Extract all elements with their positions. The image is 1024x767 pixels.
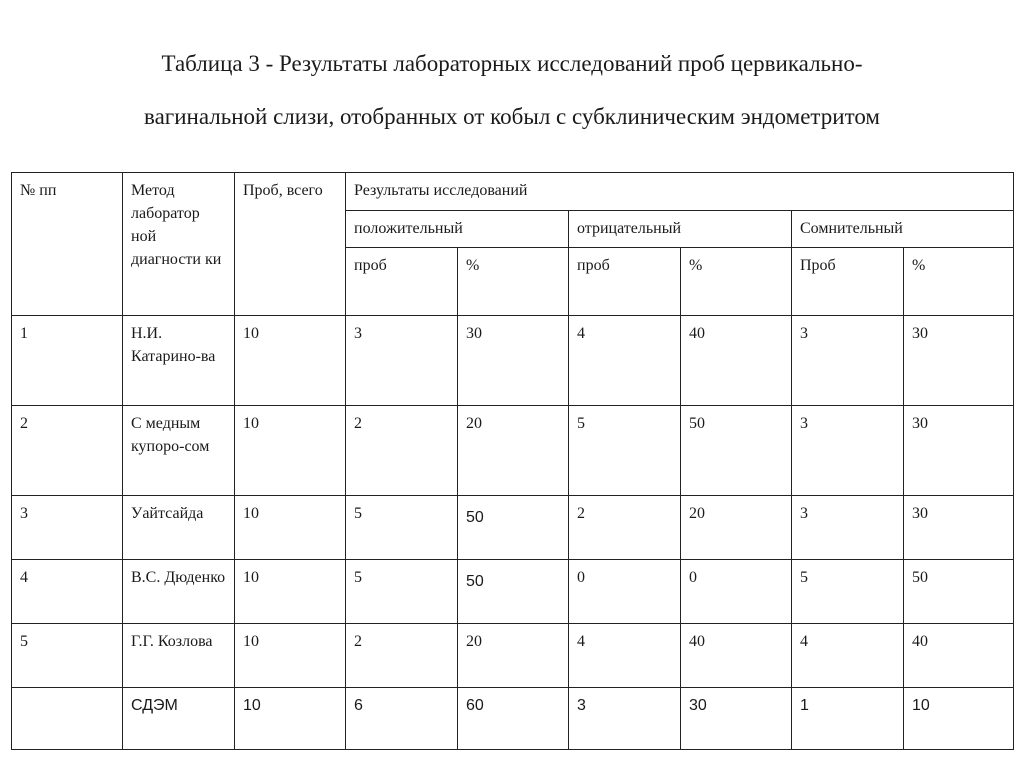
row-method: Уайтсайда [123,496,235,560]
row-total: 10 [235,688,346,750]
row-neg-count: 4 [569,316,681,406]
table-row-total [12,688,1014,750]
row-pos-count: 2 [346,624,458,688]
row-method: С медным купоро-сом [123,406,235,496]
row-neg-count: 2 [569,496,681,560]
header-positive: положительный [346,211,569,248]
row-pos-pct: 60 [458,688,569,750]
header-pos-pct: % [458,248,569,316]
row-num [12,688,123,750]
row-pos-pct: 30 [458,316,569,406]
header-row-1 [12,173,1014,211]
table-row [12,560,1014,624]
row-dbt-count: 3 [792,316,904,406]
table-row [12,406,1014,496]
header-num: № пп [12,173,123,316]
row-method: Н.И. Катарино-ва [123,316,235,406]
row-total: 10 [235,560,346,624]
row-total: 10 [235,496,346,560]
row-neg-pct: 40 [681,316,792,406]
row-dbt-count: 3 [792,406,904,496]
table-title-line-2: вагинальной слизи, отобранных от кобыл с субклиническим эндометритом [144,104,880,129]
row-method: В.С. Дюденко [123,560,235,624]
header-results: Результаты исследований [346,173,1014,211]
table-row [12,496,1014,560]
row-neg-pct: 20 [681,496,792,560]
row-total: 10 [235,406,346,496]
row-dbt-pct: 30 [904,316,1014,406]
row-method: Г.Г. Козлова [123,624,235,688]
header-doubtful: Сомнительный [792,211,1014,248]
row-dbt-pct: 40 [904,624,1014,688]
row-num: 1 [12,316,123,406]
header-dbt-count: Проб [792,248,904,316]
row-pos-pct: 50 [458,496,569,560]
results-table [11,172,1014,750]
row-dbt-pct: 30 [904,496,1014,560]
row-neg-count: 4 [569,624,681,688]
row-neg-count: 0 [569,560,681,624]
row-pos-pct: 20 [458,624,569,688]
row-pos-count: 3 [346,316,458,406]
row-pos-pct: 50 [458,560,569,624]
row-method: СДЭМ [123,688,235,750]
row-num: 3 [12,496,123,560]
row-pos-count: 5 [346,560,458,624]
row-neg-count: 3 [569,688,681,750]
row-dbt-pct: 30 [904,406,1014,496]
row-dbt-pct: 50 [904,560,1014,624]
table-row [12,624,1014,688]
header-method: Метод лаборатор ной диагности ки [123,173,235,316]
header-negative: отрицательный [569,211,792,248]
header-neg-pct: % [681,248,792,316]
row-dbt-count: 1 [792,688,904,750]
row-neg-count: 5 [569,406,681,496]
row-dbt-count: 5 [792,560,904,624]
row-num: 4 [12,560,123,624]
row-neg-pct: 50 [681,406,792,496]
row-num: 5 [12,624,123,688]
header-total: Проб, всего [235,173,346,316]
row-neg-pct: 0 [681,560,792,624]
row-total: 10 [235,624,346,688]
table-row [12,316,1014,406]
table-title-line-1: Таблица 3 - Результаты лабораторных исследований проб цервикально- [161,51,863,76]
header-pos-count: проб [346,248,458,316]
row-num: 2 [12,406,123,496]
header-dbt-pct: % [904,248,1014,316]
row-pos-count: 5 [346,496,458,560]
row-dbt-pct: 10 [904,688,1014,750]
row-pos-count: 2 [346,406,458,496]
row-pos-pct: 20 [458,406,569,496]
row-pos-count: 6 [346,688,458,750]
row-neg-pct: 40 [681,624,792,688]
row-total: 10 [235,316,346,406]
row-neg-pct: 30 [681,688,792,750]
row-dbt-count: 4 [792,624,904,688]
row-dbt-count: 3 [792,496,904,560]
header-neg-count: проб [569,248,681,316]
